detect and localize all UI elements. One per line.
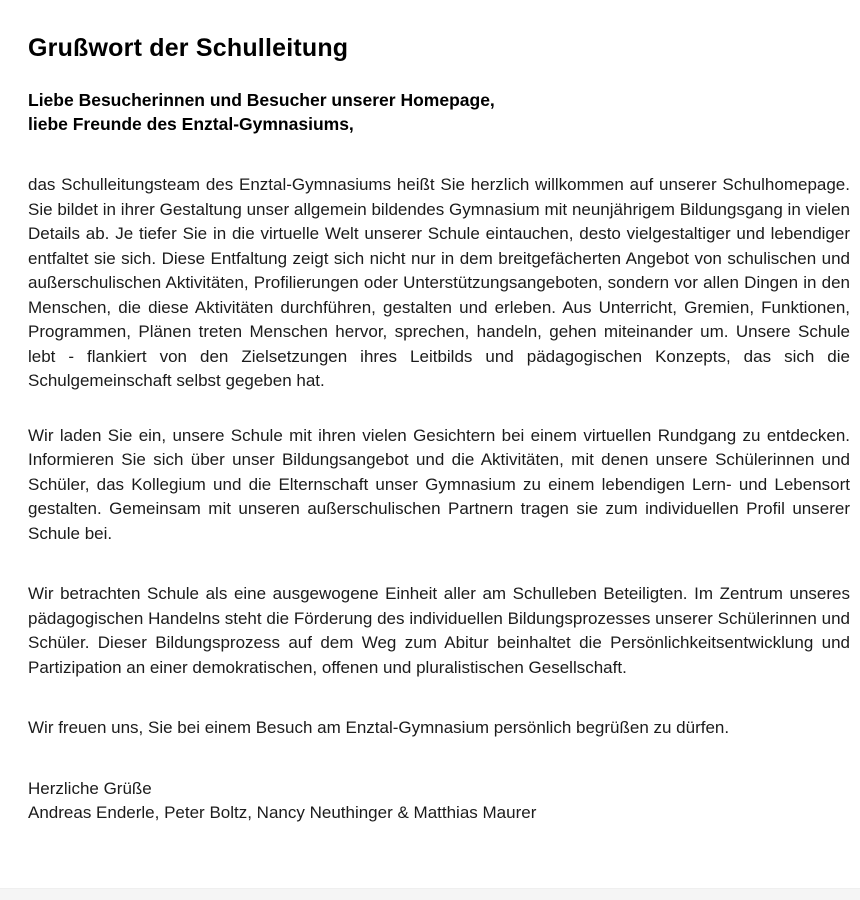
salutation-line-2: liebe Freunde des Enztal-Gymnasiums,: [28, 113, 354, 134]
footer-bar: [0, 888, 860, 900]
paragraph-invitation: Wir laden Sie ein, unsere Schule mit ihren vielen Gesichtern bei einem virtuellen Rundgang zu entdecken. Informieren Sie sich über unser Bildungsangebot und die Aktivitäten, mit denen unsere Schülerinnen und Schüler, das Kollegium und die Elternschaft unser Gymnasium zu einem lebendigen Lern- und Lebensort gestalten. Gemeinsam mit unseren außerschulischen Partnern tragen sie zum individuellen Profil unserer Schule bei.: [28, 425, 850, 543]
signature-names: Andreas Enderle, Peter Boltz, Nancy Neuthinger & Matthias Maurer: [28, 803, 537, 822]
salutation: [28, 89, 850, 136]
page-title: Grußwort der Schulleitung: [28, 34, 349, 62]
paragraph-welcome: das Schulleitungsteam des Enztal-Gymnasiums heißt Sie herzlich willkommen auf unserer Schulhomepage. Sie bildet in ihrer Gestaltung unser allgemein bildendes Gymnasium mit neunjährigem Bildungsgang in vielen Details ab. Je tiefer Sie in die virtuelle Welt unserer Schule eintauchen, desto vielgestaltiger und lebendiger entfaltet sie sich. Diese Entfaltung zeigt sich nicht nur in dem breitgefächerten Angebot von schulischen und außerschulischen Aktivitäten, Profilierungen oder Unterstützungsangeboten, sondern vor allen Dingen in den Menschen, die diese Aktivitäten durchführen, gestalten und erleben. Aus Unterricht, Gremien, Funktionen, Programmen, Plänen treten Menschen hervor, sprechen, handeln, gehen miteinander um. Unsere Schule lebt - flankiert von den Zielsetzungen ihres Leitbilds und pädagogischen Konzepts, das sich die Schulgemeinschaft selbst gegeben hat.: [28, 175, 850, 390]
signature-block: [28, 777, 850, 826]
paragraph-farewell: Wir freuen uns, Sie bei einem Besuch am Enztal-Gymnasium persönlich begrüßen zu dürfen.: [28, 718, 730, 737]
paragraph-philosophy: Wir betrachten Schule als eine ausgewogene Einheit aller am Schulleben Beteiligten. Im Zentrum unseres pädagogischen Handelns steht die Förderung des individuellen Bildungsprozesses unserer Schülerinnen und Schüler. Dieser Bildungsprozess auf dem Weg zum Abitur beinhaltet die Persönlichkeitsentwicklung und Partizipation an einer demokratischen, offenen und pluralistischen Gesellschaft.: [28, 584, 850, 677]
signature-closing: Herzliche Grüße: [28, 778, 152, 798]
salutation-line-1: Liebe Besucherinnen und Besucher unserer Homepage,: [28, 90, 495, 110]
